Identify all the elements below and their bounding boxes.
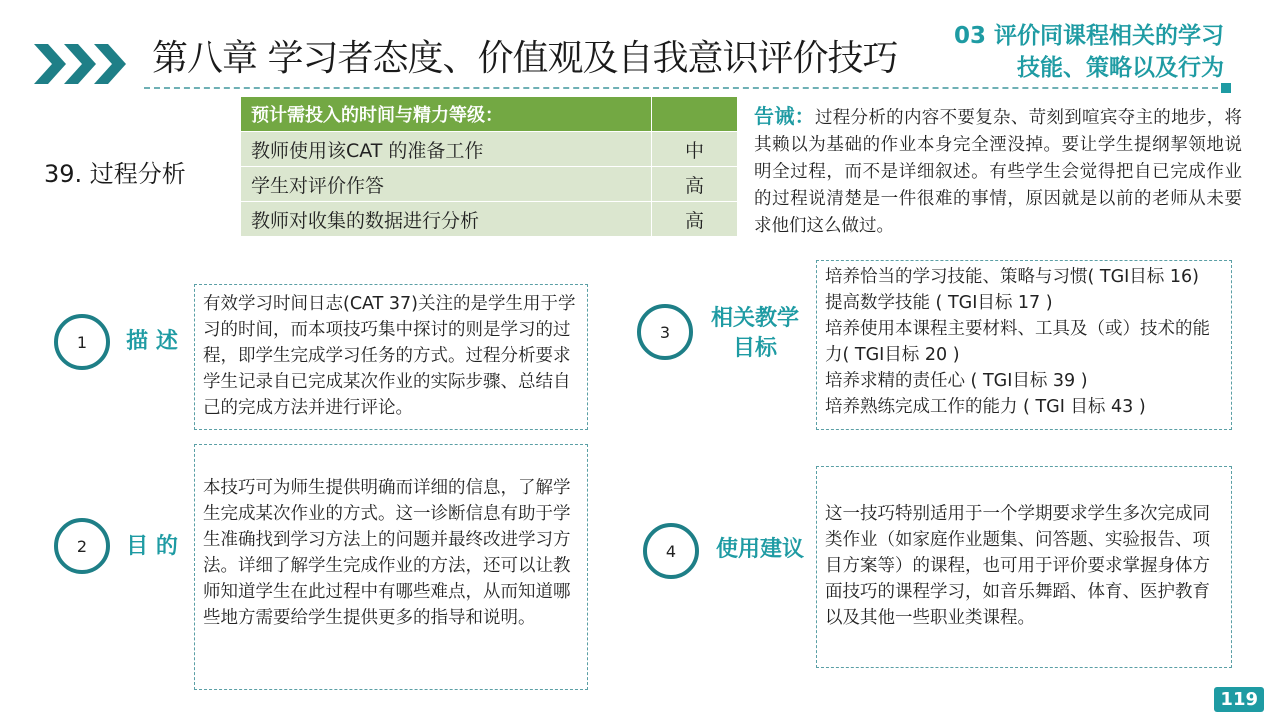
effort-level: 中: [652, 132, 738, 167]
teaching-goals-label-line-1: 相关教学: [710, 306, 799, 331]
table-row: [241, 132, 738, 167]
list-item: 培养求精的责任心 ( TGI目标 39 ): [825, 371, 1088, 391]
caution-text: 过程分析的内容不要复杂、苛刻到喧宾夺主的地步，将其赖以为基础的作业本身完全湮没掉。要让学生提纲挈领地说明全过程，而不是详细叙述。有些学生会觉得把自已完成作业的过程说清楚是一件很难的事情，原因就是以前的老师从未要求他们这么做过。: [754, 108, 1243, 236]
effort-level: 高: [652, 167, 738, 202]
effort-item: 学生对评价作答: [241, 167, 652, 202]
purpose-text: 本技巧可为师生提供明确而详细的信息，了解学生完成某次作业的方式。这一诊断信息有助于学生准确找到学习方法上的问题并最终改进学习方法。详细了解学生完成作业的方法，还可以让教师知道学生在此过程中有哪些难点，从而知道哪些地方需要给学生提供更多的指导和说明。: [203, 478, 571, 628]
effort-table-header: 预计需投入的时间与精力等级：: [241, 97, 652, 132]
panel-label-suggestions: 使用建议: [715, 537, 804, 562]
caution-label: 告诫：: [754, 104, 815, 128]
teaching-goals-label-line-2: 目标: [732, 336, 777, 361]
step-number-badge: 4: [643, 523, 699, 579]
step-number-badge: 2: [54, 518, 110, 574]
step-number-badge: 1: [54, 314, 110, 370]
technique-title: 39. 过程分析: [44, 160, 186, 188]
page-number: 119: [1214, 687, 1264, 712]
list-item: 提高数学技能 ( TGI目标 17 ): [825, 293, 1053, 313]
effort-table-header-row: [241, 97, 738, 132]
step-number-badge: 3: [637, 304, 693, 360]
list-item: 培养使用本课程主要材料、工具及（或）技术的能力( TGI目标 20 ): [825, 319, 1210, 365]
divider-end-marker: [1221, 83, 1231, 93]
list-item: 培养熟练完成工作的能力 ( TGI 目标 43 ): [825, 397, 1146, 417]
panel-label-teaching-goals: [700, 304, 810, 364]
panel-label-purpose: 目 的: [126, 534, 178, 559]
effort-level-table: [240, 96, 738, 237]
table-row: [241, 167, 738, 202]
subtitle-line-2: 技能、策略以及行为: [1017, 55, 1224, 81]
section-subtitle: [904, 20, 1224, 84]
chevron-arrows-icon: [34, 40, 130, 88]
teaching-goals-box: [816, 260, 1232, 430]
suggestions-box: [816, 466, 1232, 668]
effort-item: 教师使用该CAT 的准备工作: [241, 132, 652, 167]
panel-label-description: 描 述: [126, 329, 178, 354]
effort-table-header-blank: [652, 97, 738, 132]
effort-item: 教师对收集的数据进行分析: [241, 202, 652, 237]
purpose-box: [194, 444, 588, 690]
suggestions-text: 这一技巧特别适用于一个学期要求学生多次完成同类作业（如家庭作业题集、问答题、实验报告、项目方案等）的课程，也可用于评价要求掌握身体方面技巧的课程学习，如音乐舞蹈、体育、医护教育以及其他一些职业类课程。: [825, 504, 1210, 628]
page-title: 第八章 学习者态度、价值观及自我意识评价技巧: [152, 38, 898, 79]
list-item: 培养恰当的学习技能、策略与习惯( TGI目标 16): [825, 267, 1199, 287]
subtitle-line-1: 03 评价同课程相关的学习: [953, 23, 1224, 49]
effort-level: 高: [652, 202, 738, 237]
caution-note: [754, 103, 1242, 240]
description-text: 有效学习时间日志(CAT 37)关注的是学生用于学习的时间，而本项技巧集中探讨的则是学习的过程，即学生完成学习任务的方式。过程分析要求学生记录自已完成某次作业的实际步骤、总结自己的完成方法并进行评论。: [203, 294, 576, 418]
header-divider: [144, 87, 1228, 89]
description-box: [194, 284, 588, 430]
table-row: [241, 202, 738, 237]
